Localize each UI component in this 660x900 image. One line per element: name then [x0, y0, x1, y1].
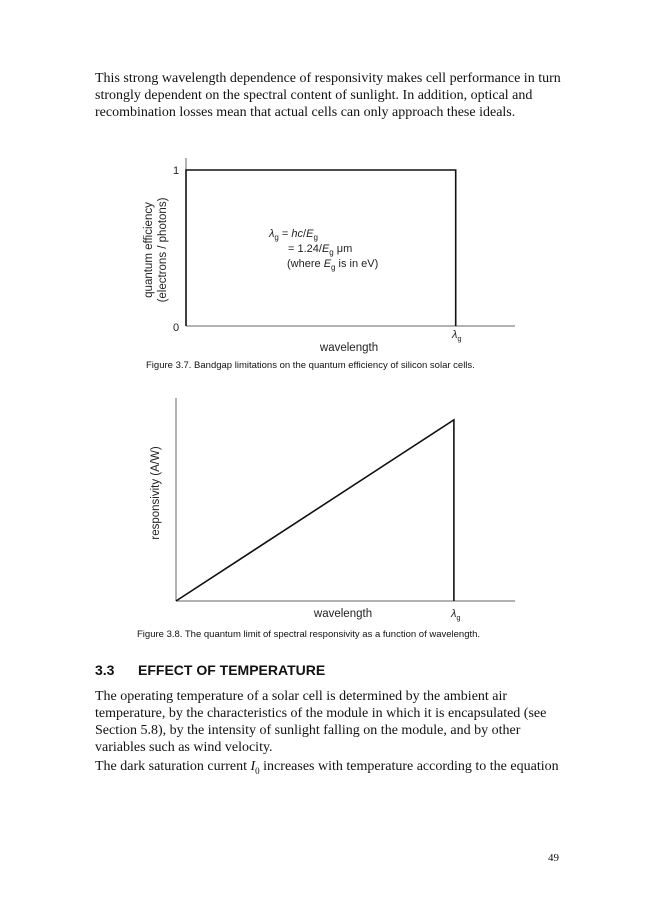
fig37-x-label: wavelength: [319, 342, 379, 354]
fig38-caption: Figure 3.8. The quantum limit of spectral responsivity as a function of wavelength.: [137, 629, 481, 640]
fig38-y-label: responsivity (A/W): [150, 446, 162, 540]
section-title: EFFECT OF TEMPERATURE: [138, 662, 326, 678]
fig38-responsivity-curve: [176, 420, 454, 601]
section-paragraph-2: The dark saturation current $I_0$ increases with temperature according to the equation: [95, 759, 559, 776]
page-number: 49: [548, 852, 559, 864]
fig37-tick-1: 1: [173, 165, 180, 177]
fig38-x-tick-lambda: $\lambda_g$: [451, 608, 461, 622]
fig37-y-label-line2: (electrons / photons): [157, 197, 169, 303]
svg-text:λg = hc/Eg: $\lambda_g = hc/E_g$: [269, 228, 318, 242]
svg-text:(where Eg is in eV): (where $E_g$ is in eV): [287, 258, 379, 272]
section-paragraph-1: The operating temperature of a solar cell is determined by the ambient air temperature, by the characteristics of the module in which it is encapsulated (see Section 5.8), by the intensity of sunlight falling on the module, and by other variables such as wind velocity.: [95, 689, 547, 755]
fig38-x-label: wavelength: [313, 608, 373, 620]
figure-3-7: [135, 150, 525, 365]
fig37-x-tick-lambda: $\lambda_g$: [452, 329, 462, 343]
figure-3-8: [135, 390, 525, 630]
fig37-caption: Figure 3.7. Bandgap limitations on the quantum efficiency of silicon solar cells.: [146, 360, 475, 371]
fig37-tick-0: 0: [173, 322, 180, 334]
section-heading: [95, 662, 325, 678]
svg-text:= 1.24/Eg μm: = $1.24/E_g$ μm: [288, 243, 353, 257]
intro-paragraph: This strong wavelength dependence of responsivity makes cell performance in turn strongly dependent on the spectral content of sunlight. In addition, optical and recombination losses mean that actual cells can only approach these ideals.: [95, 71, 561, 120]
fig37-annotation: [268, 228, 378, 272]
section-number: 3.3: [95, 662, 115, 678]
fig37-y-label-line1: quantum efficiency: [143, 202, 155, 298]
